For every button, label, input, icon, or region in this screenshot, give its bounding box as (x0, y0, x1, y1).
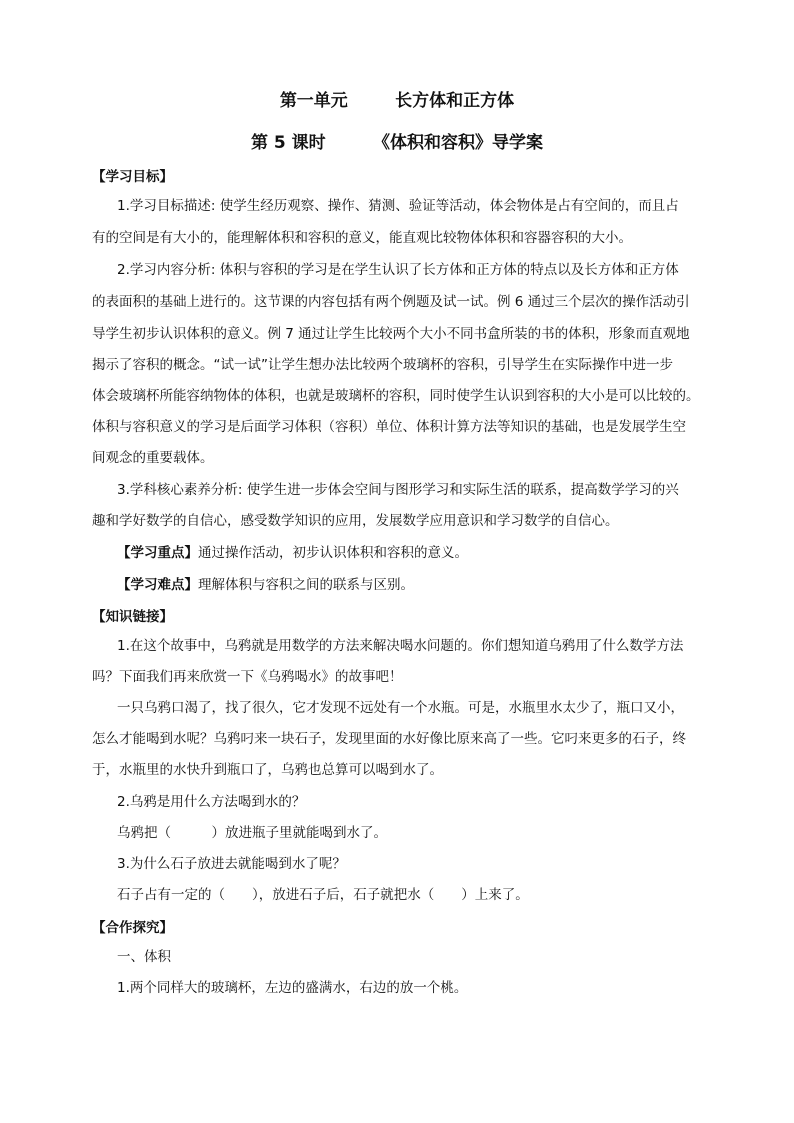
story-line: 于，水瓶里的水快升到瓶口了，乌鸦也总算可以喝到水了。 (92, 762, 443, 778)
goal-p2-line: 导学生初步认识体积的意义。例 7 通过让学生比较两个大小不同书盒所装的书的体积，形象而直观地 (92, 326, 690, 342)
goal-p2-line: 体积与容积意义的学习是后面学习体积（容积）单位、体积计算方法等知识的基础，也是发展学生空 (92, 419, 686, 435)
lesson-title (0, 128, 794, 153)
unit-title-number: 第一单元 (279, 91, 348, 111)
section-heading-explore: 【合作探究】 (92, 920, 173, 936)
link-a2: 乌鸦把（ ）放进瓶子里就能喝到水了。 (117, 825, 387, 841)
goal-p2-line: 揭示了容积的概念。“试一试”让学生想办法比较两个玻璃杯的容积，引导学生在实际操作中进一步 (92, 357, 673, 373)
goal-p2-line: 体会玻璃杯所能容纳物体的体积，也就是玻璃杯的容积，同时使学生认识到容积的大小是可以比较的。 (92, 388, 700, 404)
goal-p3-line: 3.学科核心素养分析: 使学生进一步体会空间与图形学习和实际生活的联系，提高数学学习的兴 (117, 482, 679, 498)
goal-p2-line: 2.学习内容分析: 体积与容积的学习是在学生认识了长方体和正方体的特点以及长方体和正方体 (117, 262, 679, 278)
goal-p2-line: 的表面积的基础上进行的。这节课的内容包括有两个例题及试一试。例 6 通过三个层次的操作活动引 (92, 294, 690, 310)
goal-p3-line: 趣和学好数学的自信心，感受数学知识的应用，发展数学应用意识和学习数学的自信心。 (92, 513, 619, 529)
key-point-text: 通过操作活动，初步认识体积和容积的意义。 (198, 545, 468, 561)
link-q2: 2.乌鸦是用什么方法喝到水的？ (117, 794, 306, 810)
section-heading-goals: 【学习目标】 (92, 169, 173, 185)
difficult-point (117, 576, 414, 594)
link-q1-line: 吗？下面我们再来欣赏一下《乌鸦喝水》的故事吧！ (92, 669, 403, 685)
unit-title-name: 长方体和正方体 (395, 91, 515, 111)
link-a3: 石子占有一定的（ ），放进石子后，石子就把水（ ）上来了。 (117, 887, 529, 903)
goal-p1-line: 有的空间是有大小的，能理解体积和容积的意义，能直观比较物体体积和容器容积的大小。 (92, 230, 632, 246)
lesson-number: 第 5 课时 (250, 133, 326, 153)
story-line: 怎么才能喝到水呢？乌鸦叼来一块石子，发现里面的水好像比原来高了一些。它叼来更多的石子，终 (92, 731, 686, 747)
goal-p2-line: 间观念的重要载体。 (92, 450, 214, 466)
goal-p1-line: 1.学习目标描述: 使学生经历观察、操作、猜测、验证等活动，体会物体是占有空间的，而且占 (117, 198, 679, 214)
key-point-label: 【学习重点】 (117, 545, 198, 561)
difficult-point-text: 理解体积与容积之间的联系与区别。 (198, 577, 414, 593)
unit-title (0, 86, 794, 111)
explore-subheading: 一、体积 (117, 949, 171, 965)
link-q3: 3.为什么石子放进去就能喝到水了呢？ (117, 856, 346, 872)
key-point (117, 544, 468, 562)
section-heading-links: 【知识链接】 (92, 609, 173, 625)
explore-item: 1.两个同样大的玻璃杯，左边的盛满水，右边的放一个桃。 (117, 980, 468, 996)
difficult-point-label: 【学习难点】 (117, 577, 198, 593)
lesson-name: 《体积和容积》导学案 (373, 133, 544, 153)
link-q1-line: 1.在这个故事中，乌鸦就是用数学的方法来解决喝水问题的。你们想知道乌鸦用了什么数学方法 (117, 638, 684, 654)
story-line: 一只乌鸦口渴了，找了很久，它才发现不远处有一个水瓶。可是，水瓶里水太少了，瓶口又小， (117, 700, 684, 716)
